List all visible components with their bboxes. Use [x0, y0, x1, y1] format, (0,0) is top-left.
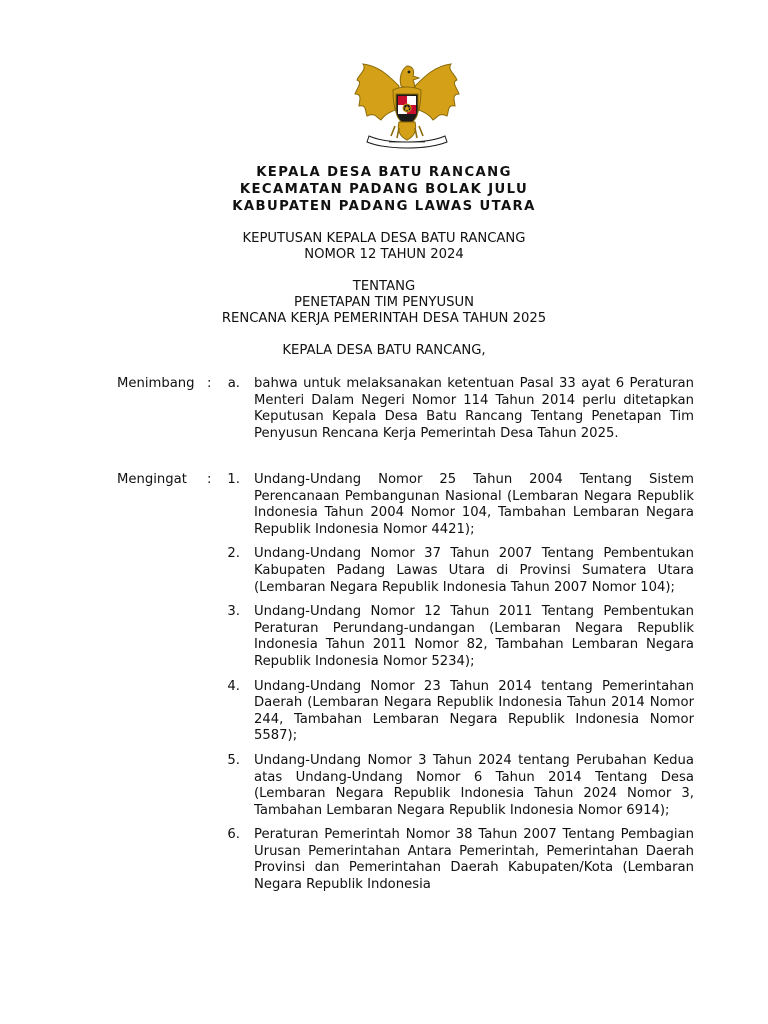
decree-number: NOMOR 12 TAHUN 2024: [304, 247, 464, 262]
section-mengingat: [0, 472, 768, 902]
garuda-emblem-icon: [349, 56, 465, 152]
section-label-menimbang: Menimbang: [117, 376, 195, 391]
list-item-marker: 3.: [227, 604, 240, 620]
header-line-village-head: KEPALA DESA BATU RANCANG: [256, 165, 512, 180]
header-line-regency: KABUPATEN PADANG LAWAS UTARA: [232, 199, 536, 214]
issuer-line: KEPALA DESA BATU RANCANG,: [282, 343, 486, 358]
list-item-text: Undang-Undang Nomor 12 Tahun 2011 Tentang Pembentukan Peraturan Perundang-undangan (Lembaran Negara Republik Indonesia Tahun 2011 Nomor 82, Tambahan Lembaran Negara Republik Indonesia Nomor 5234);: [254, 604, 694, 669]
list-item-marker: 1.: [227, 472, 240, 487]
list-item-text: Peraturan Pemerintah Nomor 38 Tahun 2007 Tentang Pembagian Urusan Pemerintahan Antara Pemerintah, Pemerintahan Daerah Provinsi dan Pemerintahan Daerah Kabupaten/Kota (Lembaran Negara Republik Indonesia: [254, 827, 694, 893]
list-item-text: Undang-Undang Nomor 37 Tahun 2007 Tentang Pembentukan Kabupaten Padang Lawas Utara di Provinsi Sumatera Utara (Lembaran Negara Republik Indonesia Tahun 2007 Nomor 104);: [254, 546, 694, 595]
subject-line-2: RENCANA KERJA PEMERINTAH DESA TAHUN 2025: [221, 311, 547, 326]
list-item: [0, 472, 768, 538]
list-item-marker: 4.: [227, 678, 240, 694]
section-colon: :: [207, 376, 212, 391]
list-item: [0, 827, 768, 893]
list-item-marker: 5.: [227, 752, 240, 768]
list-item: [0, 376, 768, 442]
list-item-text: bahwa untuk melaksanakan ketentuan Pasal 33 ayat 6 Peraturan Menteri Dalam Negeri Nomor 114 Tahun 2014 perlu ditetapkan Keputusan Kepala Desa Batu Rancang Tentang Penetapan Tim Penyusun Rencana Kerja Pemerintah Desa Tahun 2025.: [254, 376, 694, 441]
section-menimbang: [0, 376, 768, 450]
header-line-district: KECAMATAN PADANG BOLAK JULU: [239, 182, 529, 197]
section-label-mengingat: Mengingat: [117, 472, 187, 487]
decree-subject-block: [0, 279, 768, 327]
list-item-marker: a.: [227, 376, 240, 391]
list-item: [0, 604, 768, 670]
list-item-marker: 6.: [227, 827, 240, 843]
list-item-text: Undang-Undang Nomor 25 Tahun 2004 Tentang Sistem Perencanaan Pembangunan Nasional (Lembaran Negara Republik Indonesia Tahun 2004 Nomor 104, Tambahan Lembaran Negara Republik Indonesia Nomor 4421);: [254, 472, 694, 537]
list-item-marker: 2.: [227, 546, 240, 562]
list-item-text: Undang-Undang Nomor 23 Tahun 2014 tentang Pemerintahan Daerah (Lembaran Negara Republik Indonesia Tahun 2014 Nomor 244, Tambahan Lembaran Negara Republik Indonesia Nomor 5587);: [254, 678, 694, 744]
about-label: TENTANG: [352, 279, 416, 294]
list-item: [0, 679, 768, 745]
decree-title: KEPUTUSAN KEPALA DESA BATU RANCANG: [242, 231, 526, 246]
list-item: [0, 546, 768, 596]
list-item-text: Undang-Undang Nomor 3 Tahun 2024 tentang Perubahan Kedua atas Undang-Undang Nomor 6 Tahun 2014 Tentang Desa (Lembaran Negara Republik Indonesia Tahun 2024 Nomor 3, Tambahan Lembaran Negara Republik Indonesia Nomor 6914);: [254, 752, 694, 818]
document-header: [0, 164, 768, 215]
subject-line-1: PENETAPAN TIM PENYUSUN: [294, 295, 474, 310]
list-item: [0, 753, 768, 819]
decree-title-block: [0, 231, 768, 263]
section-colon: :: [207, 472, 212, 487]
